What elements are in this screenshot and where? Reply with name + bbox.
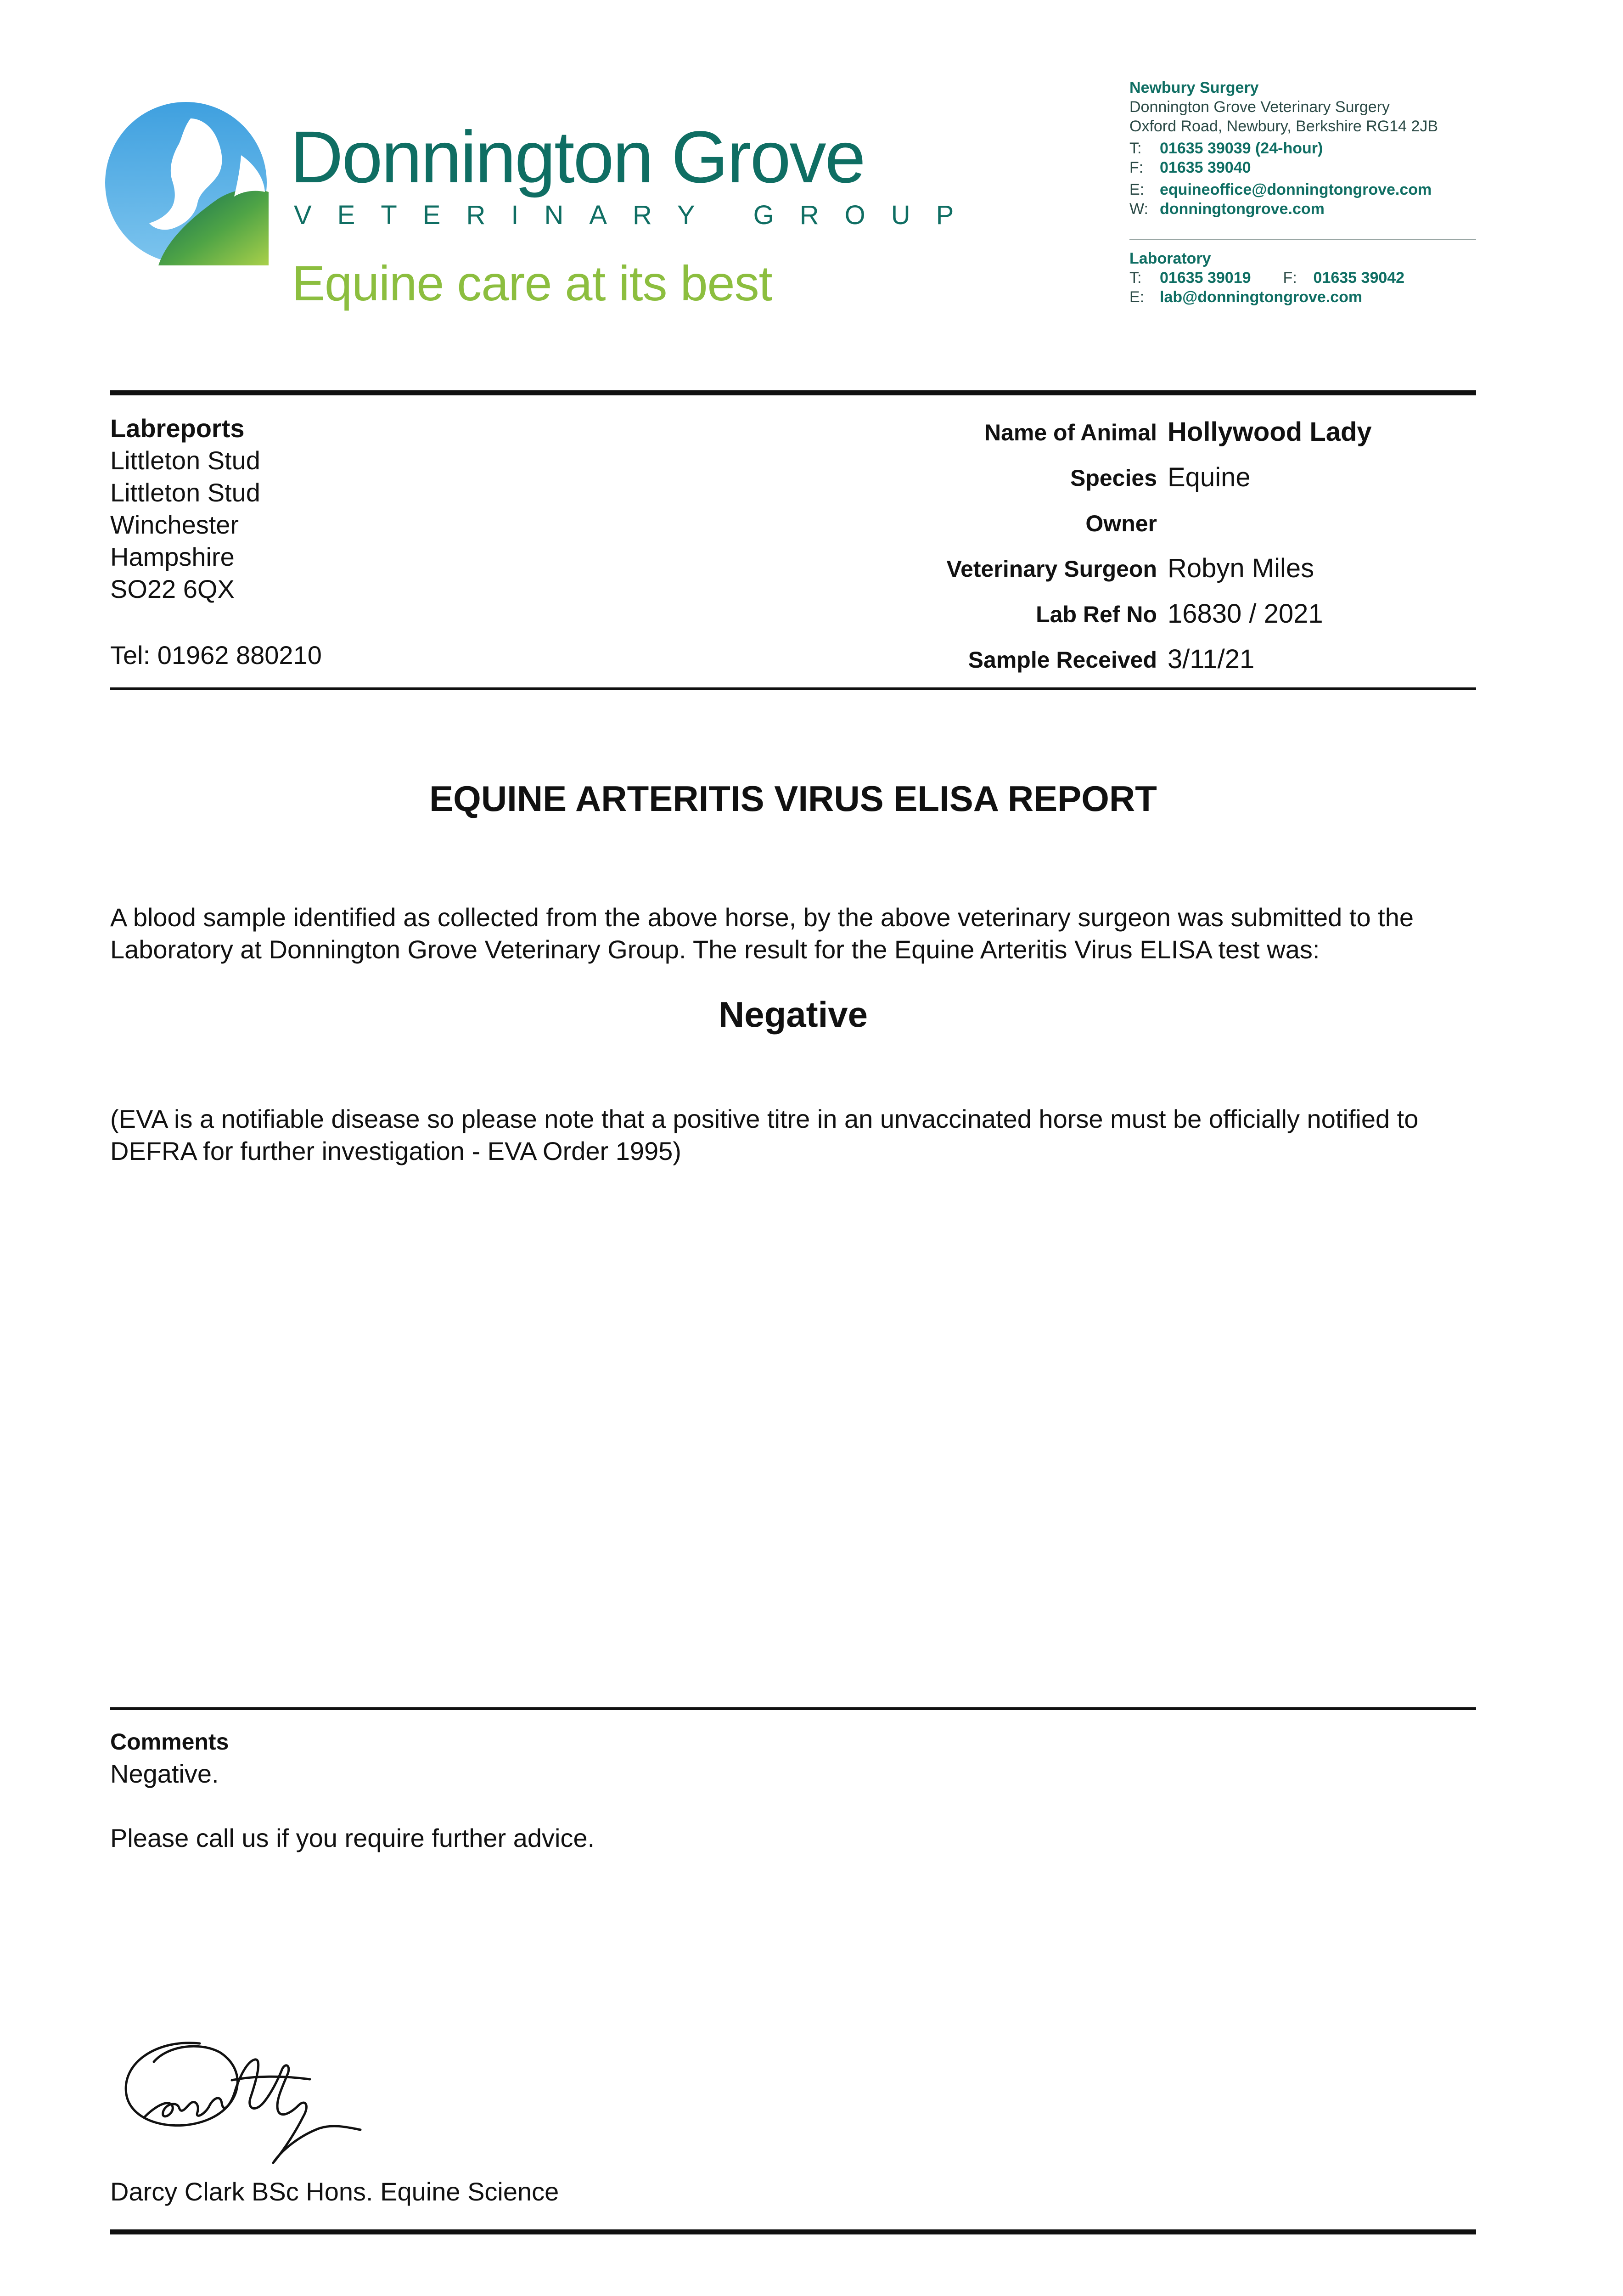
- detail-value-received: 3/11/21: [1168, 644, 1255, 674]
- org-name: Donnington Grove: [290, 116, 865, 198]
- signature-image: [117, 2025, 365, 2177]
- detail-row-labref: [689, 593, 1476, 638]
- contact-divider: [1129, 239, 1476, 240]
- logo-icon: [103, 100, 269, 265]
- surgery-address-line1: Donnington Grove Veterinary Surgery: [1129, 98, 1390, 116]
- details-rule: [110, 687, 1476, 690]
- surgery-phone-label: T:: [1129, 140, 1142, 157]
- laboratory-phone-label: T:: [1129, 269, 1142, 287]
- detail-value-species: Equine: [1168, 462, 1251, 492]
- comments-advice: Please call us if you require further advice.: [110, 1823, 595, 1852]
- recipient-line: Littleton Stud: [110, 446, 260, 475]
- laboratory-heading: Laboratory: [1129, 250, 1211, 267]
- signatory-name: Darcy Clark BSc Hons. Equine Science: [110, 2177, 559, 2206]
- report-note: (EVA is a notifiable disease so please note that a positive titre in an unvaccinated horse must be officially notified to DEFRA for further investigation - EVA Order 1995): [110, 1104, 1419, 1165]
- detail-label: Lab Ref No: [1036, 602, 1157, 627]
- comments-title: Comments: [110, 1729, 229, 1755]
- contact-block: [1129, 78, 1478, 307]
- surgery-phone-row: [1129, 139, 1478, 158]
- recipient-tel: Tel: 01962 880210: [110, 641, 322, 670]
- laboratory-phone-row: [1129, 268, 1478, 287]
- detail-row-species: [689, 456, 1476, 502]
- laboratory-phone[interactable]: 01635 39019: [1160, 269, 1251, 287]
- detail-row-surgeon: [689, 547, 1476, 593]
- detail-row-owner: [689, 502, 1476, 547]
- surgery-web-row: [1129, 199, 1478, 219]
- detail-label: Owner: [1085, 511, 1157, 536]
- surgery-fax-row: [1129, 158, 1478, 177]
- detail-label: Veterinary Surgeon: [946, 556, 1157, 582]
- report-intro: A blood sample identified as collected from the above horse, by the above veterinary surgeon was submitted to the Laboratory at Donnington Grove Veterinary Group. The result for the Equine Arteritis Virus ELISA test was:: [110, 903, 1414, 964]
- laboratory-fax: 01635 39042: [1313, 269, 1405, 287]
- detail-label: Name of Animal: [984, 420, 1157, 445]
- recipient-line: Hampshire: [110, 542, 235, 571]
- comments-text: Negative.: [110, 1759, 219, 1788]
- comments-rule: [110, 1707, 1476, 1710]
- recipient-address: [110, 412, 260, 605]
- recipient-name: Labreports: [110, 414, 245, 443]
- laboratory-email-label: E:: [1129, 288, 1145, 306]
- detail-label: Sample Received: [968, 647, 1157, 673]
- surgery-fax: 01635 39040: [1160, 159, 1251, 176]
- detail-value-surgeon: Robyn Miles: [1168, 553, 1314, 583]
- surgery-fax-label: F:: [1129, 159, 1144, 176]
- header-rule: [110, 390, 1476, 395]
- comments-section: [110, 1726, 595, 1854]
- laboratory-email-row: [1129, 287, 1478, 307]
- detail-row-animal: [689, 411, 1476, 456]
- laboratory-email-link[interactable]: lab@donningtongrove.com: [1160, 288, 1363, 306]
- recipient-line: SO22 6QX: [110, 574, 235, 603]
- surgery-web-label: W:: [1129, 200, 1148, 218]
- footer-rule: [110, 2229, 1476, 2234]
- detail-row-received: [689, 638, 1476, 684]
- recipient-line: Winchester: [110, 510, 239, 539]
- report-title: EQUINE ARTERITIS VIRUS ELISA REPORT: [429, 778, 1157, 819]
- surgery-web-link[interactable]: donningtongrove.com: [1160, 200, 1325, 218]
- org-tagline: Equine care at its best: [292, 255, 772, 311]
- surgery-address-line2: Oxford Road, Newbury, Berkshire RG14 2JB: [1129, 118, 1438, 135]
- detail-value-animal: Hollywood Lady: [1168, 417, 1372, 447]
- surgery-phone[interactable]: 01635 39039 (24-hour): [1160, 140, 1323, 157]
- org-subtitle: VETERINARY GROUP: [294, 200, 980, 230]
- report-result: Negative: [718, 994, 868, 1035]
- surgery-email-row: [1129, 180, 1478, 199]
- recipient-line: Littleton Stud: [110, 478, 260, 507]
- surgery-email-label: E:: [1129, 181, 1145, 198]
- surgery-heading: Newbury Surgery: [1129, 79, 1259, 96]
- detail-label: Species: [1070, 465, 1157, 491]
- detail-value-labref: 16830 / 2021: [1168, 599, 1323, 629]
- surgery-email-link[interactable]: equineoffice@donningtongrove.com: [1160, 181, 1432, 198]
- laboratory-fax-label: F:: [1283, 269, 1297, 287]
